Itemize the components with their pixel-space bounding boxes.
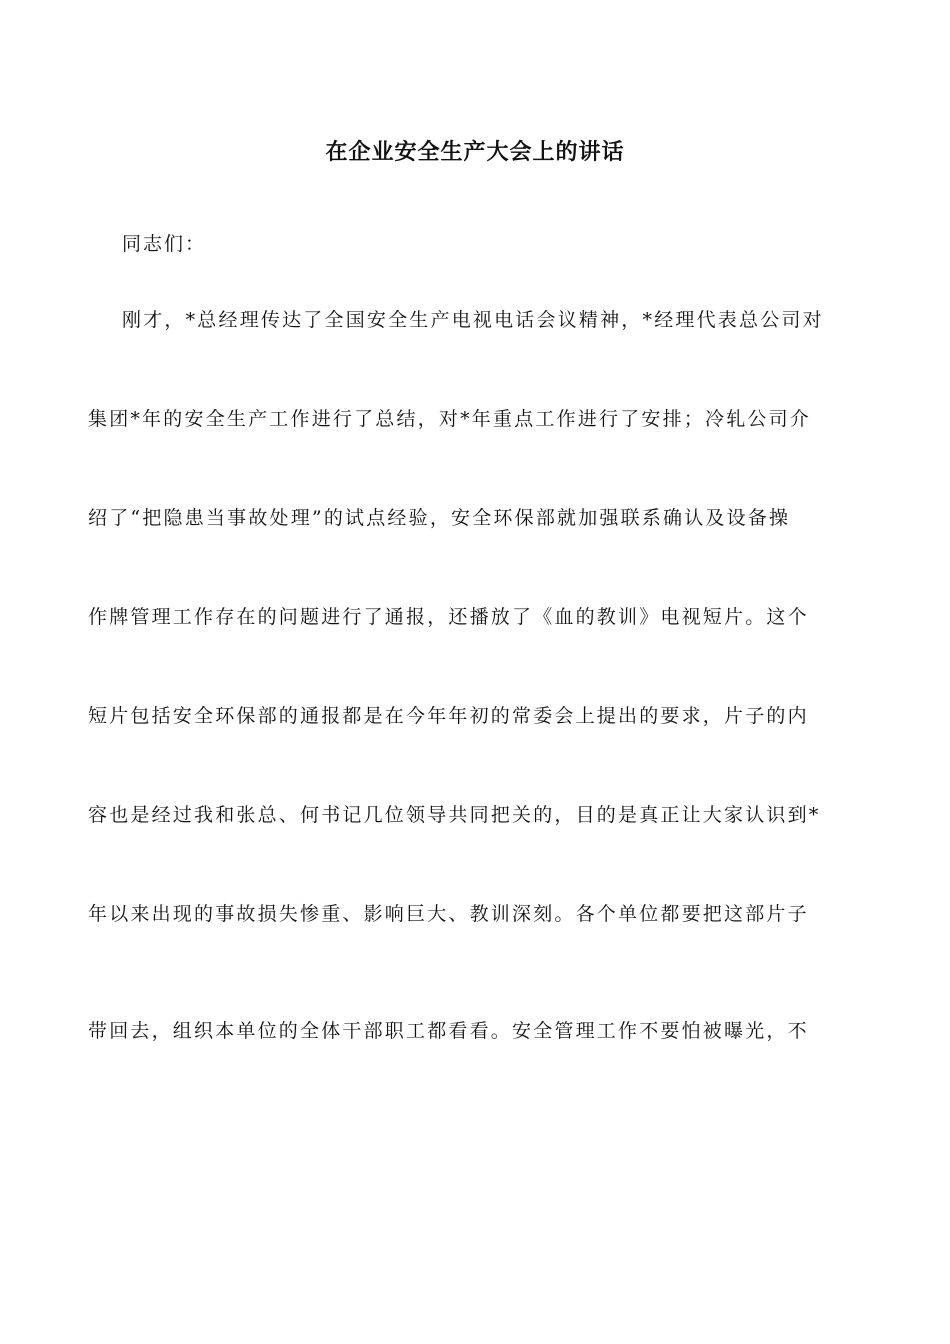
body-line: 绍了“把隐患当事故处理”的试点经验，安全环保部就加强联系确认及设备操 [88,507,791,529]
salutation: 同志们： [122,233,207,255]
body-line: 容也是经过我和张总、何书记几位领导共同把关的，目的是真正让大家认识到* [88,804,821,826]
document-title: 在企业安全生产大会上的讲话 [325,139,625,165]
body-line: 短片包括安全环保部的通报都是在今年年初的常委会上提出的要求，片子的内 [88,705,809,727]
body-line: 集团*年的安全生产工作进行了总结，对*年重点工作进行了安排；冷轧公司介 [88,408,812,430]
body-line: 带回去，组织本单位的全体干部职工都看看。安全管理工作不要怕被曝光，不 [88,1020,809,1042]
body-line: 作牌管理工作存在的问题进行了通报，还播放了《血的教训》电视短片。这个 [88,606,809,628]
body-line: 刚才，*总经理传达了全国安全生产电视电话会议精神，*经理代表总公司对 [122,309,824,331]
body-line: 年以来出现的事故损失惨重、影响巨大、教训深刻。各个单位都要把这部片子 [88,903,809,925]
